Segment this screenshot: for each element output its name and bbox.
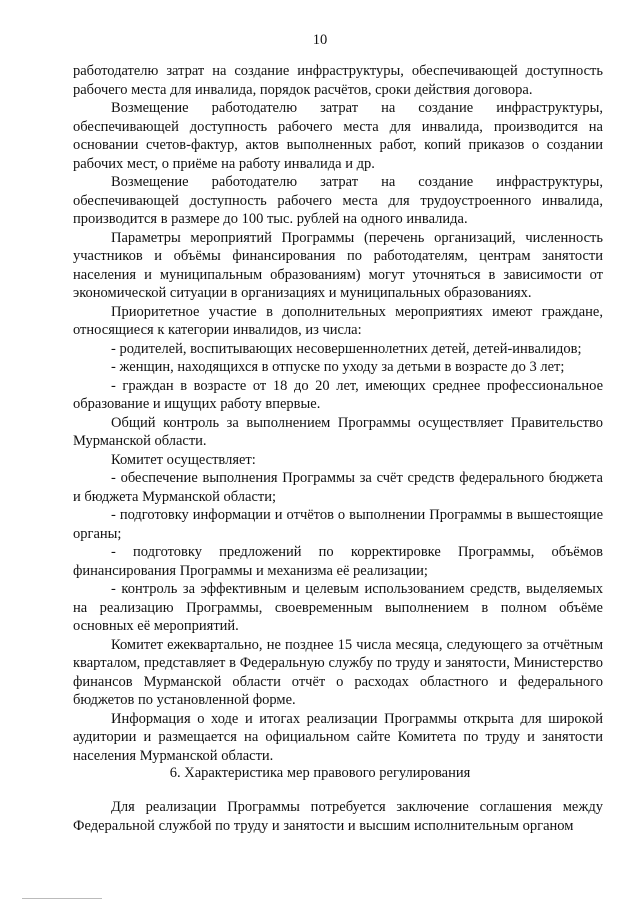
paragraph-committee-duties: Комитет осуществляет: <box>111 451 256 468</box>
list-item-reporting: - подготовку информации и отчётов о выполнении Программы в вышестоящие органы; <box>73 507 603 542</box>
list-item-parents: - родителей, воспитывающих несовершеннолетних детей, детей-инвалидов; <box>111 340 582 357</box>
section-body <box>73 798 603 835</box>
list-item-young-citizens: - граждан в возрасте от 18 до 20 лет, имеющих среднее профессиональное образование и ищущих работу впервые. <box>73 377 603 412</box>
paragraph-public-information: Информация о ходе и итогах реализации Программы открыта для широкой аудитории и размещается на официальном сайте Комитета по труду и занятости населения Мурманской области. <box>73 710 603 764</box>
page-number: 10 <box>312 32 328 48</box>
paragraph-program-parameters: Параметры мероприятий Программы (перечень организаций, численность участников и объёмы финансирования по работодателям, центрам занятости населения и муниципальным образованиям) могут уточняться в зависимости от экономической ситуации в организациях и муниципальных образованиях. <box>73 229 603 301</box>
list-item-funding-execution: - обеспечение выполнения Программы за счёт средств федерального бюджета и бюджета Мурманской области; <box>73 470 603 505</box>
paragraph-reimbursement-basis: Возмещение работодателю затрат на создание инфраструктуры, обеспечивающей доступность рабочего места для инвалида, производится на основании счетов-фактур, актов выполненных работ, копий приказов о создании рабочих мест, о приёме на работу инвалида и др. <box>73 100 603 172</box>
paragraph-priority-participation: Приоритетное участие в дополнительных мероприятиях имеют граждане, относящиеся к категории инвалидов, из числа: <box>73 303 603 338</box>
list-item-spending-control: - контроль за эффективным и целевым использованием средств, выделяемых на реализацию Программы, своевременным выполнением в полном объёме основных её мероприятий. <box>73 581 603 634</box>
footer-divider <box>22 898 102 899</box>
paragraph-quarterly-report: Комитет ежеквартально, не позднее 15 числа месяца, следующего за отчётным кварталом, представляет в Федеральную службу по труду и занятости, Министерство финансов Мурманской области отчёт о расходах областного и федерального бюджетов по установленной форме. <box>73 636 603 708</box>
list-item-women-on-leave: - женщин, находящихся в отпуске по уходу за детьми в возрасте до 3 лет; <box>111 359 565 375</box>
paragraph-agreement-requirement: Для реализации Программы потребуется заключение соглашения между Федеральной службой по труду и занятости и высшим исполнительным органом <box>73 799 603 834</box>
paragraph-continuation: работодателю затрат на создание инфраструктуры, обеспечивающей доступность рабочего места для инвалида, порядок расчётов, сроки действия договора. <box>73 63 603 98</box>
document-body <box>73 62 603 765</box>
list-item-adjustment-proposals: - подготовку предложений по корректировке Программы, объёмов финансирования Программы и механизма её реализации; <box>73 544 603 579</box>
paragraph-reimbursement-amount: Возмещение работодателю затрат на создание инфраструктуры, обеспечивающей доступность рабочего места для трудоустроенного инвалида, производится в размере до 100 тыс. рублей на одного инвалида. <box>73 174 603 227</box>
paragraph-general-control: Общий контроль за выполнением Программы осуществляет Правительство Мурманской области. <box>73 414 603 449</box>
section-heading: 6. Характеристика мер правового регулирования <box>169 765 471 781</box>
